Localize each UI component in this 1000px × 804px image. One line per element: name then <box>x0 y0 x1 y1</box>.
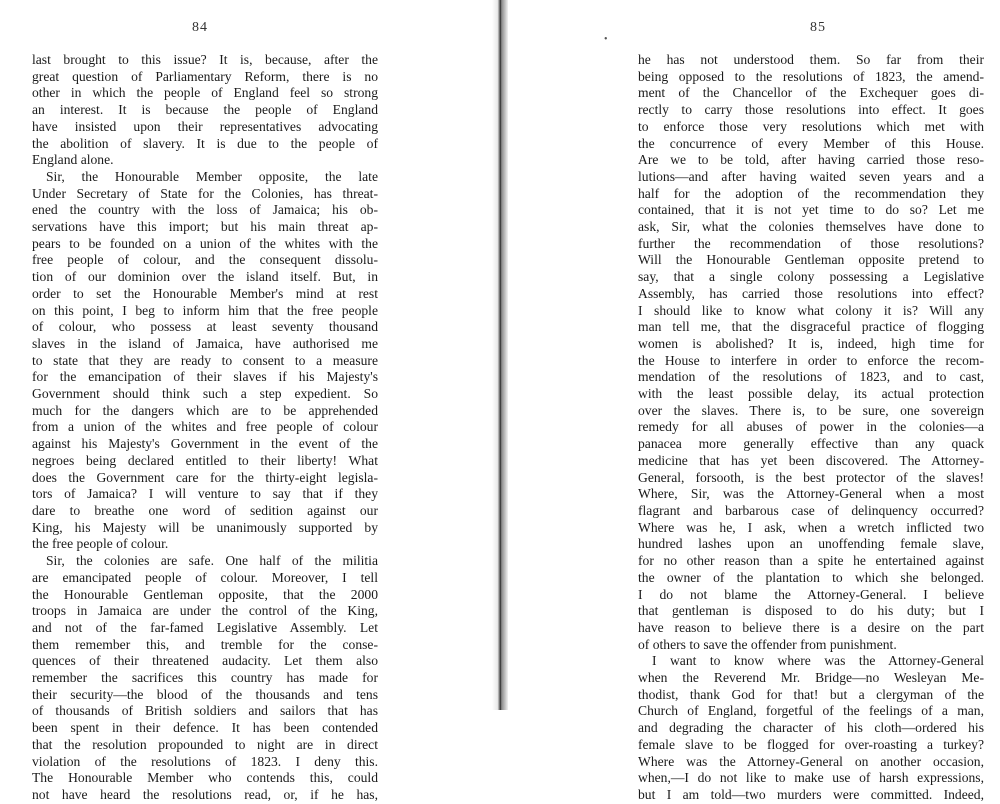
text-line: against his Majesty's Government in the event of the <box>32 436 378 452</box>
text-line: Sir, the colonies are safe. One half of the militia <box>46 553 378 569</box>
text-line: to enforce those very resolutions which met with <box>638 118 984 134</box>
text-line: Will the Honourable Gentleman opposite pretend to <box>638 252 984 268</box>
text-line: violation of the resolutions of 1823. I deny this. <box>32 753 378 769</box>
text-line: to state that they are ready to consent to a measure <box>32 352 378 368</box>
text-line: hundred lashes upon an unoffending female slave, <box>638 536 984 552</box>
text-line: been spent in their defence. It has been contended <box>32 720 378 736</box>
text-line: Where was the Attorney-General on another occasion, <box>638 753 984 769</box>
text-line: for the emancipation of their slaves if his Majesty's <box>32 369 378 385</box>
text-line: Under Secretary of State for the Colonies, has threat- <box>32 185 378 201</box>
text-line: with the least possible delay, its actual protection <box>638 386 984 402</box>
text-line: Are we to be told, after having carried those reso- <box>638 152 984 168</box>
text-line: rectly to carry those resolutions into effect. It goes <box>638 102 984 118</box>
text-line: over the slaves. There is, to be sure, one sovereign <box>638 402 984 418</box>
text-line: remedy for all abuses of power in the colonies—a <box>638 419 984 435</box>
page-body-text <box>32 52 378 804</box>
text-line: Government should think such a step expedient. So <box>32 386 378 402</box>
text-line: an interest. It is because the people of England <box>32 102 378 118</box>
text-line: their security—the blood of the thousands and tens <box>32 686 378 702</box>
text-line: The Honourable Member who contends this, could <box>32 770 378 786</box>
text-line: much for the dangers which are to be apprehended <box>32 402 378 418</box>
left-page <box>0 0 492 802</box>
text-line: the Honourable Gentleman opposite, that the 2000 <box>32 586 378 602</box>
text-line: troops in Jamaica are under the control of the King, <box>32 603 378 619</box>
text-line: thodist, thank God for that! but a clergyman of the <box>638 686 984 702</box>
text-line: have insisted upon their representatives advocating <box>32 118 378 134</box>
text-line: Sir, the Honourable Member opposite, the late <box>46 168 378 184</box>
text-line: women is abolished? It is, indeed, high time for <box>638 335 984 351</box>
text-line: tors of Jamaica? I will venture to say that if they <box>32 486 378 502</box>
text-line: them remember this, and tremble for the conse- <box>32 636 378 652</box>
text-line: General, forsooth, is the best protector of the slaves! <box>638 469 984 485</box>
text-line: ask, Sir, what the colonies themselves have done to <box>638 219 984 235</box>
text-line: he has not understood them. So far from their <box>638 52 984 67</box>
text-line: other in which the people of England feel so strong <box>32 85 378 101</box>
text-line: that the resolution propounded to night are in direct <box>32 736 378 752</box>
text-line: I do not blame the Attorney-General. I believe <box>638 586 984 602</box>
text-line: the House to interfere in order to enforce the recom- <box>638 352 984 368</box>
text-line: when,—I do not like to make use of harsh expressions, <box>638 770 984 786</box>
print-mark: • <box>604 34 608 45</box>
text-line: Where was he, I ask, when a wretch inflicted two <box>638 519 984 535</box>
text-line: medicine that has yet been discovered. The Attorney- <box>638 452 984 468</box>
text-line: King, his Majesty will be unanimously supported by <box>32 519 378 535</box>
page-body-text <box>638 52 984 804</box>
text-line: the free people of colour. <box>32 536 169 552</box>
right-page <box>508 0 1000 802</box>
text-line: contained, that it is not yet time to do so? Let me <box>638 202 984 218</box>
text-line: man tell me, that the disgraceful practice of flogging <box>638 319 984 335</box>
text-line: of others to save the offender from punishment. <box>638 636 897 652</box>
page-number: 84 <box>192 20 208 35</box>
text-line: Assembly, has carried those resolutions into effect? <box>638 285 984 301</box>
text-line: I want to know where was the Attorney-General <box>652 653 984 669</box>
text-line: last brought to this issue? It is, because, after the <box>32 52 378 67</box>
text-line: I should like to know what colony it is? Will any <box>638 302 984 318</box>
text-line: flagrant and barbarous case of delinquency occurred? <box>638 502 984 518</box>
text-line: female slave to be flogged for over-roasting a turkey? <box>638 736 984 752</box>
text-line: England alone. <box>32 152 114 168</box>
text-line: Church of England, forgetful of the feelings of a man, <box>638 703 984 719</box>
text-line: mendation of the resolutions of 1823, and to cast, <box>638 369 984 385</box>
text-line: servations have this import; but his main threat ap- <box>32 219 378 235</box>
text-line: lutions—and after having waited seven years and a <box>638 168 984 184</box>
text-line: the concurrence of every Member of this House. <box>638 135 984 151</box>
text-line: but I am told—two murders were committed. Indeed, <box>638 786 984 802</box>
text-line: half for the adoption of the recommendation they <box>638 185 984 201</box>
page-number: 85 <box>810 20 826 35</box>
text-line: have reason to believe there is a desire on the part <box>638 619 984 635</box>
text-line: and not of the far-famed Legislative Assembly. Let <box>32 619 378 635</box>
text-line: the abolition of slavery. It is due to the people of <box>32 135 378 151</box>
text-line: of thousands of British soldiers and sailors that has <box>32 703 378 719</box>
text-line: further the recommendation of those resolutions? <box>638 235 984 251</box>
text-line: are emancipated people of colour. Moreover, I tell <box>32 569 378 585</box>
text-line: order to set the Honourable Member's mind at rest <box>32 285 378 301</box>
text-line: free people of colour, and the consequent dissolu- <box>32 252 378 268</box>
text-line: pears to be founded on a union of the whites with the <box>32 235 378 251</box>
text-line: panacea more generally effective than any quack <box>638 436 984 452</box>
text-line: quences of their threatened audacity. Let them also <box>32 653 378 669</box>
text-line: when the Reverend Mr. Bridge—no Wesleyan Me- <box>638 670 984 686</box>
text-line: negroes being declared entitled to their liberty! What <box>32 452 378 468</box>
text-line: slaves in the island of Jamaica, have authorised me <box>32 335 378 351</box>
text-line: remember the sacrifices this country has made for <box>32 670 378 686</box>
text-line: from a union of the whites and free people of colour <box>32 419 378 435</box>
text-line: for no other reason than a spite he entertained against <box>638 553 984 569</box>
book-gutter <box>492 0 508 710</box>
text-line: that gentleman is disposed to do his duty; but I <box>638 603 984 619</box>
text-line: and degrading the character of his cloth—ordered his <box>638 720 984 736</box>
text-line: great question of Parliamentary Reform, there is no <box>32 68 378 84</box>
text-line: dare to breathe one word of sedition against our <box>32 502 378 518</box>
text-line: say, that a single colony possessing a Legislative <box>638 269 984 285</box>
text-line: on this point, I beg to inform him that the free people <box>32 302 378 318</box>
text-line: being opposed to the resolutions of 1823, the amend- <box>638 68 984 84</box>
text-line: tion of our dominion over the island itself. But, in <box>32 269 378 285</box>
text-line: the owner of the plantation to which she belonged. <box>638 569 984 585</box>
text-line: ment of the Chancellor of the Exchequer goes di- <box>638 85 984 101</box>
text-line: of colour, who possess at least seventy thousand <box>32 319 378 335</box>
text-line: Where, Sir, was the Attorney-General when a most <box>638 486 984 502</box>
text-line: ened the country with the loss of Jamaica; his ob- <box>32 202 378 218</box>
text-line: does the Government care for the thirty-eight legisla- <box>32 469 378 485</box>
text-line: not have heard the resolutions read, or, if he has, <box>32 786 378 802</box>
